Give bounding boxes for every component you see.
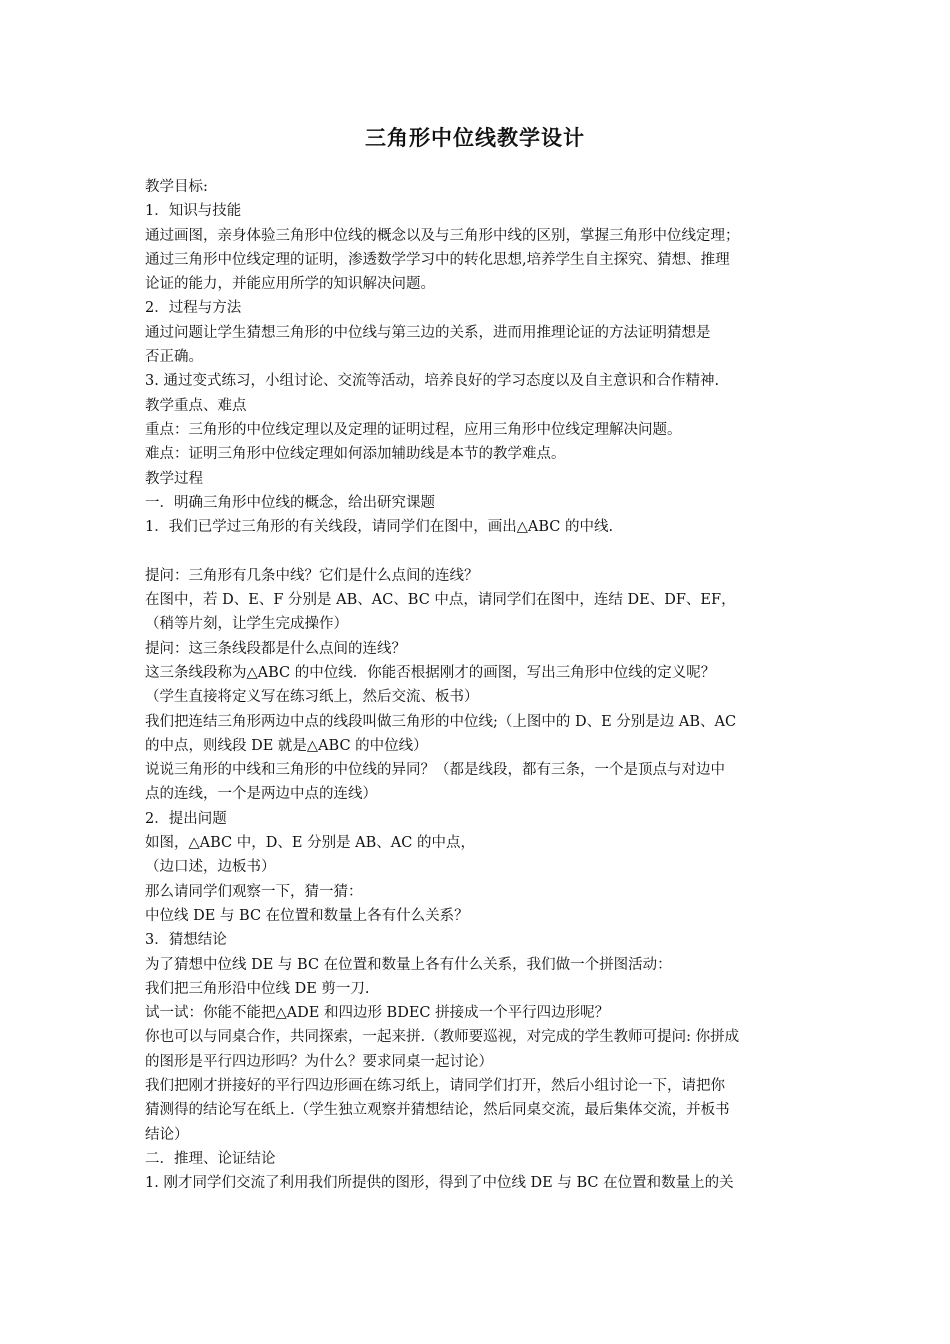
text-line: 教学目标:	[145, 179, 208, 195]
text-line: 我们把连结三角形两边中点的线段叫做三角形的中位线;（上图中的 D、E 分别是边 AB、AC	[145, 713, 737, 730]
text-line: 提问：三角形有几条中线？它们是什么点间的连线？	[145, 567, 479, 584]
text-line: 的图形是平行四边形吗？为什么？要求同桌一起讨论）	[145, 1053, 493, 1070]
text-line: 教学过程	[145, 470, 203, 487]
text-line: 点的连线，一个是两边中点的连线）	[145, 786, 377, 803]
text-line: 为了猜想中位线 DE 与 BC 在位置和数量上各有什么关系，我们做一个拼图活动：	[145, 956, 672, 973]
text-line: 1. 刚才同学们交流了利用我们所提供的图形，得到了中位线 DE 与 BC 在位置和数量上的关	[145, 1175, 734, 1192]
text-line: 我们把三角形沿中位线 DE 剪一刀.	[145, 980, 370, 997]
text-line: 一．明确三角形中位线的概念，给出研究课题	[145, 494, 435, 511]
text-line: 中位线 DE 与 BC 在位置和数量上各有什么关系？	[145, 907, 469, 924]
text-line: 教学重点、难点	[145, 397, 247, 414]
text-line: 论证的能力，并能应用所学的知识解决问题。	[145, 276, 435, 293]
text-line: 难点：证明三角形中位线定理如何添加辅助线是本节的教学难点。	[145, 446, 566, 463]
text-line: 3．猜想结论	[145, 932, 227, 949]
text-line: 1．知识与技能	[145, 203, 242, 220]
text-line: （稍等片刻，让学生完成操作）	[145, 616, 348, 633]
text-line: 你也可以与同桌合作，共同探索，一起来拼.（教师要巡视，对完成的学生教师可提问: 你拼成	[145, 1029, 740, 1046]
text-line: 通过画图，亲身体验三角形中位线的概念以及与三角形中线的区别，掌握三角形中位线定理；	[145, 227, 740, 244]
text-line: 这三条线段称为△ABC 的中位线．你能否根据刚才的画图，写出三角形中位线的定义呢？	[145, 664, 716, 681]
text-line: 通过三角形中位线定理的证明，渗透数学学习中的转化思想,培养学生自主探究、猜想、推理	[145, 251, 730, 268]
document-body	[145, 175, 815, 1195]
text-line: 重点：三角形的中位线定理以及定理的证明过程，应用三角形中位线定理解决问题。	[145, 421, 682, 438]
text-line: 说说三角形的中线和三角形的中位线的异同？（都是线段，都有三条，一个是顶点与对边中	[145, 762, 725, 779]
text-line: （学生直接将定义写在练习纸上，然后交流、板书）	[145, 689, 479, 706]
blank-line	[145, 539, 815, 563]
text-line: 试一试：你能不能把△ADE 和四边形 BDEC 拼接成一个平行四边形呢？	[145, 1005, 610, 1022]
text-line: 提问：这三条线段都是什么点间的连线？	[145, 640, 406, 657]
text-line: 结论）	[145, 1126, 189, 1143]
text-line: 那么请同学们观察一下，猜一猜：	[145, 883, 363, 900]
text-line: 通过问题让学生猜想三角形的中位线与第三边的关系，进而用推理论证的方法证明猜想是	[145, 324, 711, 341]
text-line: 2．过程与方法	[145, 300, 242, 317]
text-line: 猜测得的结论写在纸上.（学生独立观察并猜想结论，然后同桌交流，最后集体交流，并板书	[145, 1102, 730, 1119]
text-line: 2．提出问题	[145, 810, 227, 827]
text-line: 在图中，若 D、E、F 分别是 AB、AC、BC 中点，请同学们在图中，连结 DE、DF、EF，	[145, 592, 736, 609]
text-line: 否正确。	[145, 349, 203, 366]
text-line: 的中点，则线段 DE 就是△ABC 的中位线）	[145, 737, 428, 754]
text-line: 3. 通过变式练习，小组讨论、交流等活动，培养良好的学习态度以及自主意识和合作精神.	[145, 373, 720, 390]
text-line: （边口述，边板书）	[145, 859, 276, 876]
text-line: 我们把刚才拼接好的平行四边形画在练习纸上，请同学们打开，然后小组讨论一下，请把你	[145, 1077, 725, 1094]
text-line: 1．我们已学过三角形的有关线段，请同学们在图中，画出△ABC 的中线.	[145, 519, 614, 536]
document-title: 三角形中位线教学设计	[365, 125, 585, 150]
text-line: 二．推理、论证结论	[145, 1150, 276, 1167]
text-line: 如图，△ABC 中，D、E 分别是 AB、AC 的中点，	[145, 835, 475, 852]
